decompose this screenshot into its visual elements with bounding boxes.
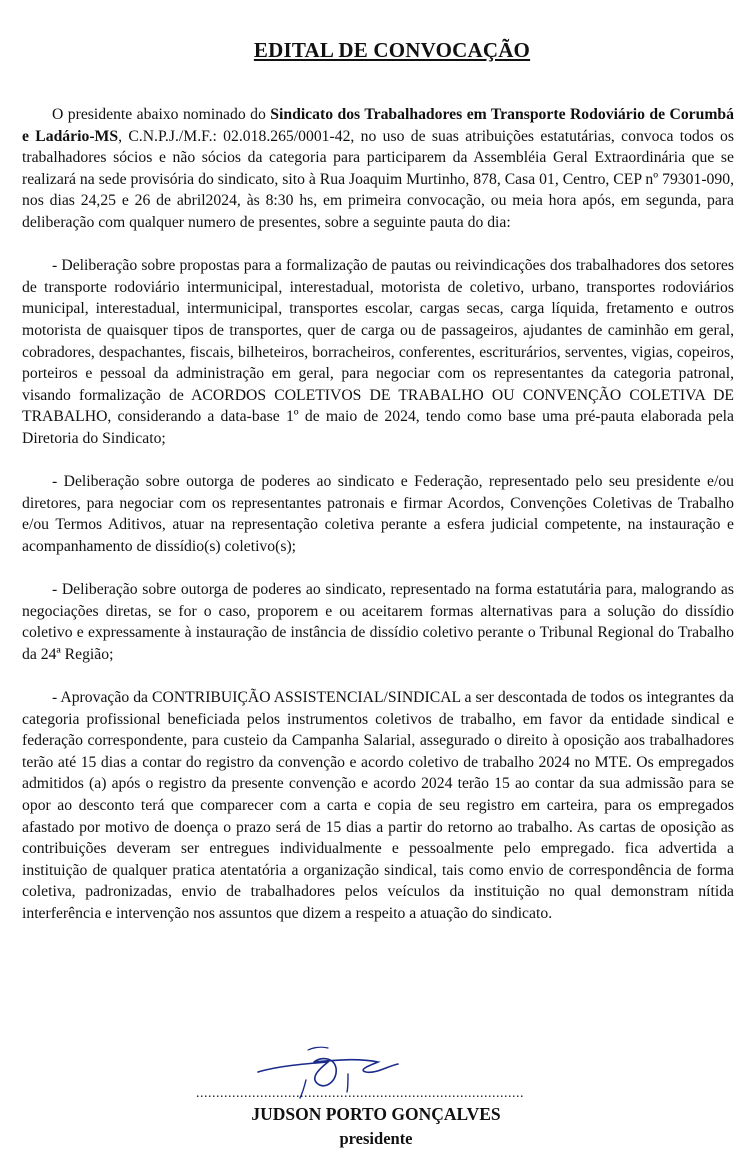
intro-text-2: , C.N.P.J./M.F.: 02.018.265/0001-42, no uso de suas atribuições estatutárias, convoca todos os trabalhadores sócios e não sócios da categoria para participarem da Assembléia Geral Extraordinária que se realizará na sede provisória do sindicato, sito à Rua Joaquim Murtinho, 878, Casa 01, Centro, CEP nº 79301-090, nos dias 24,25 e 26 de abril2024, às 8:30 hs, em primeira convocação, ou meia hora após, em segunda, para deliberação com qualquer numero de presentes, sobre a seguinte pauta do dia: — [22, 127, 734, 231]
signatory-name: JUDSON PORTO GONÇALVES — [251, 1104, 501, 1124]
organization-name: Sindicato dos Trabalhadores em Transporte Rodoviário de Corumbá e Ladário-MS — [22, 106, 735, 145]
agenda-item-2: - Deliberação sobre outorga de poderes ao sindicato e Federação, representado pelo seu presidente e/ou diretores, para negociar com os representantes patronais e firmar Acordos, Convenções Coletivas de Trabalho e/ou Termos Aditivos, atuar na representação coletiva perante a esfera judicial competente, na instauração e acompanhamento de dissídio(s) coletivo(s); — [22, 473, 734, 555]
agenda-item-1: - Deliberação sobre propostas para a formalização de pautas ou reivindicações dos trabalhadores dos setores de transporte rodoviário intermunicipal, interestadual, motorista de coletivo, urbano, transportes rodoviários municipal, interestadual, intermunicipal, transportes escolar, cargas secas, carga líquida, fretamento e outros motorista de quaisquer tipos de transportes, quer de carga ou de passageiros, ajudantes de caminhão em geral, cobradores, despachantes, fiscais, bilheteiros, borracheiros, conferentes, escriturários, serventes, vigias, copeiros, porteiros e pessoal da administração em geral, para negociar com os representantes da categoria patronal, visando formalização de ACORDOS COLETIVOS DE TRABALHO OU CONVENÇÃO COLETIVA DE TRABALHO, considerando a data-base 1º de maio de 2024, tendo como base uma pré-pauta elaborada pela Diretoria do Sindicato; — [22, 257, 734, 447]
agenda-item-4: - Aprovação da CONTRIBUIÇÃO ASSISTENCIAL/SINDICAL a ser descontada de todos os integrantes da categoria profissional beneficiada pelos instrumentos coletivos de trabalho, em favor da entidade sindical e federação correspondente, para custeio da Campanha Salarial, assegurado o direito à oposição aos trabalhadores terão até 15 dias a contar do registro da convenção e acordo coletivo de trabalho 2024 no MTE. Os empregados admitidos (a) após o registro da presente convenção e acordo 2024 terão 15 ao contar da sua admissão para se opor ao desconto terá que comparecer com a carta e copia de seu registro em carteira, para os empregados afastado por motivo de doença o prazo será de 15 dias a partir do retorno ao trabalho. As cartas de oposição as contribuições deveram ser entregues individualmente e pessoalmente pelo empregado. fica advertida a instituição de qualquer pratica atentatória a organização sindical, tais como envio de correspondência de forma coletiva, padronizadas, envio de trabalhadores pelos veículos da instituição no qual demonstram nítida interferência e intervenção nos assuntos que dizem a respeito a atuação do sindicato. — [22, 689, 734, 922]
agenda-item-3: - Deliberação sobre outorga de poderes ao sindicato, representado na forma estatutária para, malogrando as negociações diretas, se for o caso, proporem e ou aceitarem formas alternativas para a solução do dissídio coletivo e expressamente à instauração de instância de dissídio coletivo perante o Tribunal Regional do Trabalho da 24ª Região; — [22, 581, 734, 663]
signatory-role: presidente — [339, 1129, 413, 1148]
signature-line: .................................................................................. — [196, 1086, 524, 1101]
intro-text-1: O presidente abaixo nominado do — [52, 106, 271, 123]
document-body — [22, 104, 734, 946]
document-title: EDITAL DE CONVOCAÇÃO — [253, 38, 531, 62]
intro-paragraph — [22, 104, 734, 234]
